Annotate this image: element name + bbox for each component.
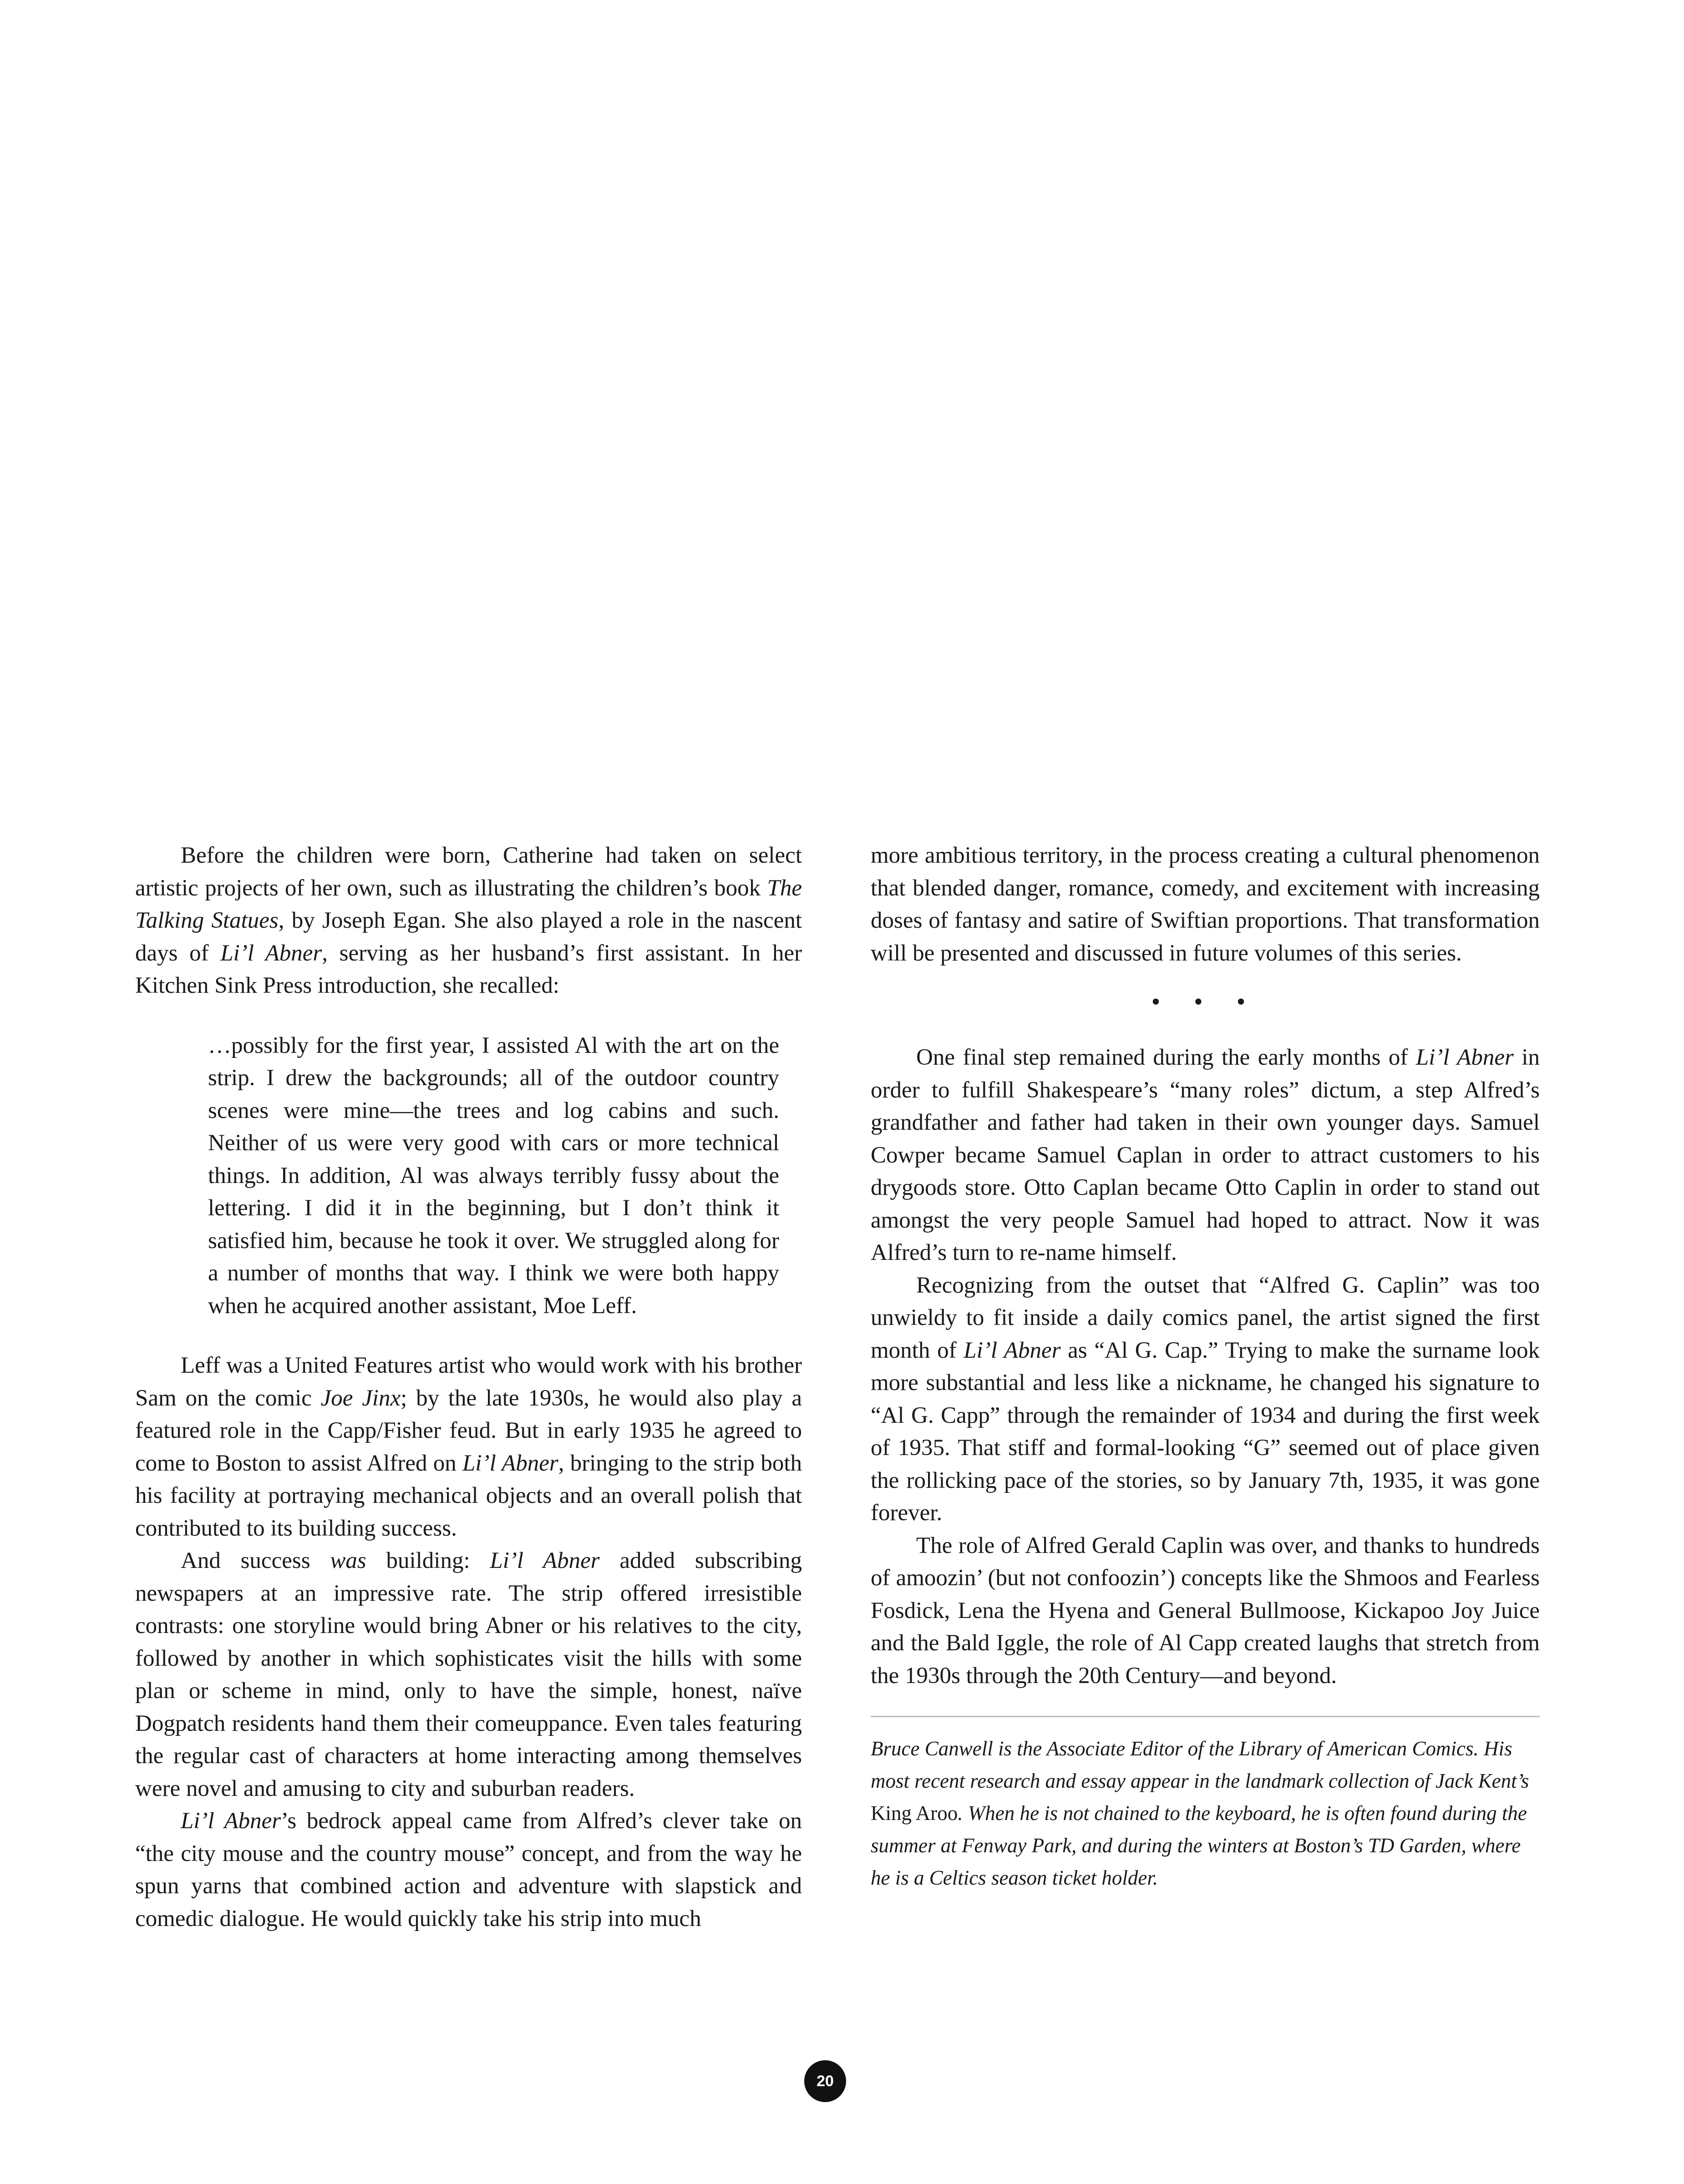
bio-divider <box>871 1716 1540 1717</box>
quote-text: …possibly for the first year, I assisted Al with the art on the strip. I drew the backgrounds; all of the outdoor country scenes were mine—the trees and log cabins and such. Neither of us were very good with cars or more technical things. In addition, Al was always terribly fussy about the lettering. I did it in the beginning, but I don’t think it satisfied him, because he took it over. We struggled along for a number of months that way. I think we were both happy when he acquired another assistant, Moe Leff. <box>208 1032 779 1319</box>
block-quote <box>208 1030 779 1323</box>
paragraph-final-step: One final step remained during the early months of Li’l Abner in order to fulfill Shakespeare’s “many roles” dictum, a step Alfred’s grandfather and father had taken in their own younger days. Samuel Cowper became Samuel Caplan in order to attract customers to his drygoods store. Otto Caplan became Otto Caplin in order to stand out amongst the very people Samuel had hoped to attract. Now it was Alfred’s turn to re-name himself. <box>871 1045 1540 1265</box>
paragraph-recognizing: Recognizing from the outset that “Alfred G. Caplin” was too unwieldy to fit inside a daily comics panel, the artist signed the first month of Li’l Abner as “Al G. Cap.” Trying to make the surname look more substantial and less like a nickname, he changed his signature to “Al G. Capp” through the remainder of 1934 and during the first week of 1935. That stiff and formal-looking “G” seemed out of place given the rollicking pace of the stories, so by January 7th, 1935, it was gone forever. <box>871 1272 1540 1526</box>
section-separator: • • • <box>1151 988 1259 1016</box>
paragraph-success: And success was building: Li’l Abner added subscribing newspapers at an impressive rate. The strip offered irresistible contrasts: one storyline would bring Abner or his relatives to the city, followed by another in which sophisticates visit the hills with some plan or scheme in mind, only to have the simple, honest, naïve Dogpatch residents hand them their comeuppance. Even tales featuring the regular cast of characters at home interacting among themselves were novel and amusing to city and suburban readers. <box>135 1548 802 1801</box>
paragraph-appeal: Li’l Abner’s bedrock appeal came from Alfred’s clever take on “the city mouse and the country mouse” concept, and from the way he spun yarns that combined action and adventure with slapstick and comedic dialogue. He would quickly take his strip into much <box>135 1808 802 1931</box>
left-column <box>135 839 802 1935</box>
author-bio: Bruce Canwell is the Associate Editor of the Library of American Comics. His most recent research and essay appear in the landmark collection of Jack Kent’s King Aroo. When he is not chained to the keyboard, he is often found during the summer at Fenway Park, and during the winters at Boston’s TD Garden, where he is a Celtics season ticket holder. <box>871 1737 1529 1889</box>
paragraph-role: The role of Alfred Gerald Caplin was over, and thanks to hundreds of amoozin’ (but not confoozin’) concepts like the Shmoos and Fearless Fosdick, Lena the Hyena and General Bullmoose, Kickapoo Joy Juice and the Bald Iggle, the role of Al Capp created laughs that stretch from the 1930s through the 20th Century—and beyond. <box>871 1532 1540 1689</box>
paragraph-leff: Leff was a United Features artist who would work with his brother Sam on the comic Joe Jinx; by the late 1930s, he would also play a featured role in the Capp/Fisher feud. But in early 1935 he agreed to come to Boston to assist Alfred on Li’l Abner, bringing to the strip both his facility at portraying mechanical objects and an overall polish that contributed to its building success. <box>135 1353 802 1541</box>
page-number: 20 <box>804 2060 846 2102</box>
right-column <box>871 839 1540 1894</box>
paragraph-catherine: Before the children were born, Catherine had taken on select artistic projects of her own, such as illustrating the children’s book The Talking Statues, by Joseph Egan. She also played a role in the nascent days of Li’l Abner, serving as her husband’s first assistant. In her Kitchen Sink Press introduction, she recalled: <box>135 843 802 998</box>
paragraph-continuation: more ambitious territory, in the process creating a cultural phenomenon that blended danger, romance, comedy, and excitement with increasing doses of fantasy and satire of Swiftian proportions. That transformation will be presented and discussed in future volumes of this series. <box>871 843 1540 966</box>
